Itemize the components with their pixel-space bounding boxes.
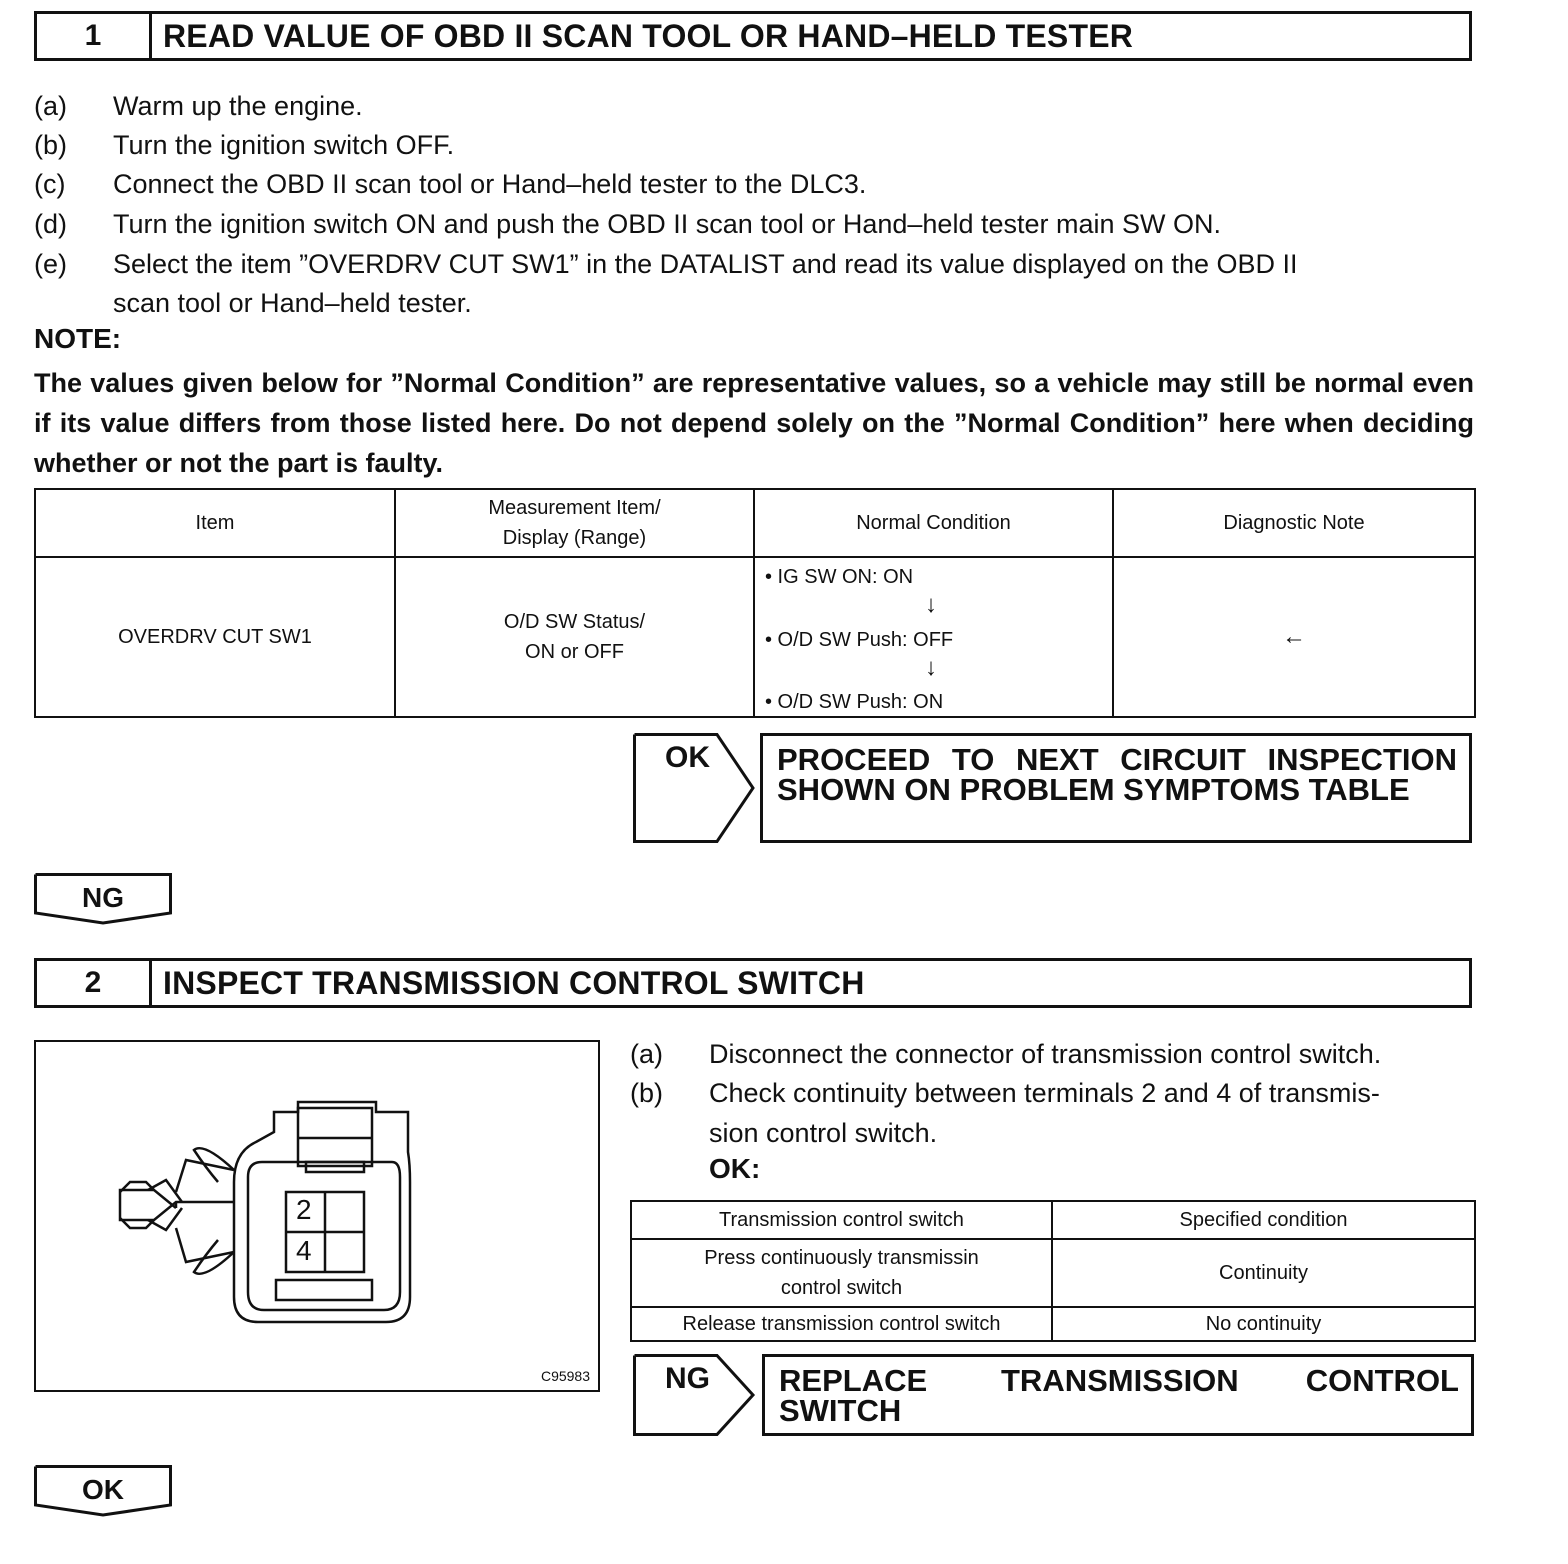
- table-row: [631, 1307, 1475, 1341]
- datalist-table: [34, 488, 1476, 718]
- header-normal-condition: Normal Condition: [754, 489, 1113, 557]
- note-title: NOTE:: [34, 323, 122, 354]
- header-switch: Transmission control switch: [631, 1201, 1052, 1239]
- condition-list: [755, 558, 1112, 716]
- step-title: READ VALUE OF OBD II SCAN TOOL OR HAND–HELD TESTER: [163, 17, 1134, 54]
- step-number: 1: [37, 14, 152, 58]
- cell-condition: No continuity: [1052, 1307, 1475, 1341]
- procedure-text: Connect the OBD II scan tool or Hand–held tester to the DLC3.: [113, 169, 867, 199]
- ng-result-word: TRANSMISSION: [1001, 1363, 1239, 1398]
- terminal-2-label: 2: [296, 1194, 312, 1225]
- procedure-text: Disconnect the connector of transmission control switch.: [709, 1039, 1382, 1069]
- procedure-text: Select the item ”OVERDRV CUT SW1” in the DATALIST and read its value displayed on the OBD II: [113, 249, 1298, 279]
- ok-result-line2: SHOWN ON PROBLEM SYMPTOMS TABLE: [777, 772, 1410, 807]
- cell-condition: Continuity: [1052, 1239, 1475, 1307]
- cell-switch-line2: control switch: [780, 1277, 903, 1299]
- cell-normal-condition: [754, 557, 1113, 717]
- procedure-label: (d): [34, 209, 67, 239]
- connector-figure: [34, 1040, 600, 1392]
- down-arrow-icon: ↓: [925, 654, 937, 681]
- header-diagnostic-note: Diagnostic Note: [1113, 489, 1475, 557]
- header-item: Item: [35, 489, 395, 557]
- procedure-label: (a): [630, 1039, 663, 1069]
- ng-result-tag: [633, 1354, 757, 1436]
- table-header-row: [631, 1201, 1475, 1239]
- procedure-label: (b): [630, 1078, 663, 1108]
- table-row: [35, 557, 1475, 717]
- ok-title: OK:: [709, 1153, 761, 1184]
- step-number: 2: [37, 961, 152, 1005]
- ok-label: OK: [665, 741, 710, 774]
- procedure-label: (a): [34, 91, 67, 121]
- spec-table: [630, 1200, 1476, 1342]
- procedure-label: (b): [34, 130, 67, 160]
- ok-result-line1: PROCEED TO NEXT CIRCUIT INSPECTION: [777, 742, 1457, 777]
- ng-tab: [34, 873, 172, 925]
- ok-result-box: [760, 733, 1472, 843]
- procedure-text: Check continuity between terminals 2 and 4 of transmis-: [709, 1078, 1380, 1108]
- ng-label: NG: [82, 882, 124, 913]
- cell-measurement-line1: O/D SW Status/: [503, 611, 646, 633]
- terminal-4-label: 4: [296, 1235, 312, 1266]
- procedure-label: (c): [34, 169, 66, 199]
- ok-tab: [34, 1465, 172, 1517]
- condition-line-1: • IG SW ON: ON: [765, 566, 914, 588]
- procedure-text-cont: scan tool or Hand–held tester.: [113, 288, 472, 318]
- header-measurement-line2: Display (Range): [502, 527, 647, 549]
- procedure-text-cont: sion control switch.: [709, 1118, 938, 1148]
- table-header-row: [35, 489, 1475, 557]
- ng-result-line2: SWITCH: [779, 1393, 902, 1428]
- cell-switch-line1: Press continuously transmissin: [704, 1247, 979, 1269]
- cell-measurement: [395, 557, 754, 717]
- figure-code: C95983: [540, 1368, 590, 1384]
- ok-label: OK: [82, 1474, 124, 1505]
- procedure-text: Turn the ignition switch OFF.: [113, 130, 455, 160]
- ng-label: NG: [665, 1362, 710, 1395]
- cell-measurement-line2: ON or OFF: [525, 641, 624, 663]
- ng-result-word: REPLACE: [779, 1363, 928, 1398]
- note-body: The values given below for ”Normal Condition” are representative values, so a vehicle may still be normal even if its value differs from those listed here. Do not depend solely on the ”Normal Condition” here when deciding whether or not the part is faulty.: [34, 368, 1474, 478]
- step-1-header: [34, 11, 1472, 61]
- ng-result-line1: [779, 1363, 1459, 1398]
- cell-diagnostic-note: ←: [1113, 557, 1475, 717]
- header-condition: Specified condition: [1052, 1201, 1475, 1239]
- condition-line-2: • O/D SW Push: OFF: [765, 629, 954, 651]
- header-measurement: [395, 489, 754, 557]
- table-row: [631, 1239, 1475, 1307]
- ng-result-box: [762, 1354, 1474, 1436]
- ok-result-tag: [633, 733, 757, 843]
- down-arrow-icon: ↓: [925, 591, 937, 618]
- procedure-text: Warm up the engine.: [113, 91, 363, 121]
- step-title: INSPECT TRANSMISSION CONTROL SWITCH: [163, 964, 865, 1001]
- condition-line-3: • O/D SW Push: ON: [765, 691, 944, 713]
- header-measurement-line1: Measurement Item/: [488, 497, 661, 519]
- step-2-header: [34, 958, 1472, 1008]
- procedure-text: Turn the ignition switch ON and push the OBD II scan tool or Hand–held tester main SW ON.: [113, 209, 1222, 239]
- procedure-label: (e): [34, 249, 67, 279]
- cell-switch: Release transmission control switch: [631, 1307, 1052, 1341]
- connector-diagram-icon: [36, 1042, 602, 1394]
- cell-switch: [631, 1239, 1052, 1307]
- ng-result-word: CONTROL: [1305, 1363, 1459, 1398]
- cell-item: OVERDRV CUT SW1: [35, 557, 395, 717]
